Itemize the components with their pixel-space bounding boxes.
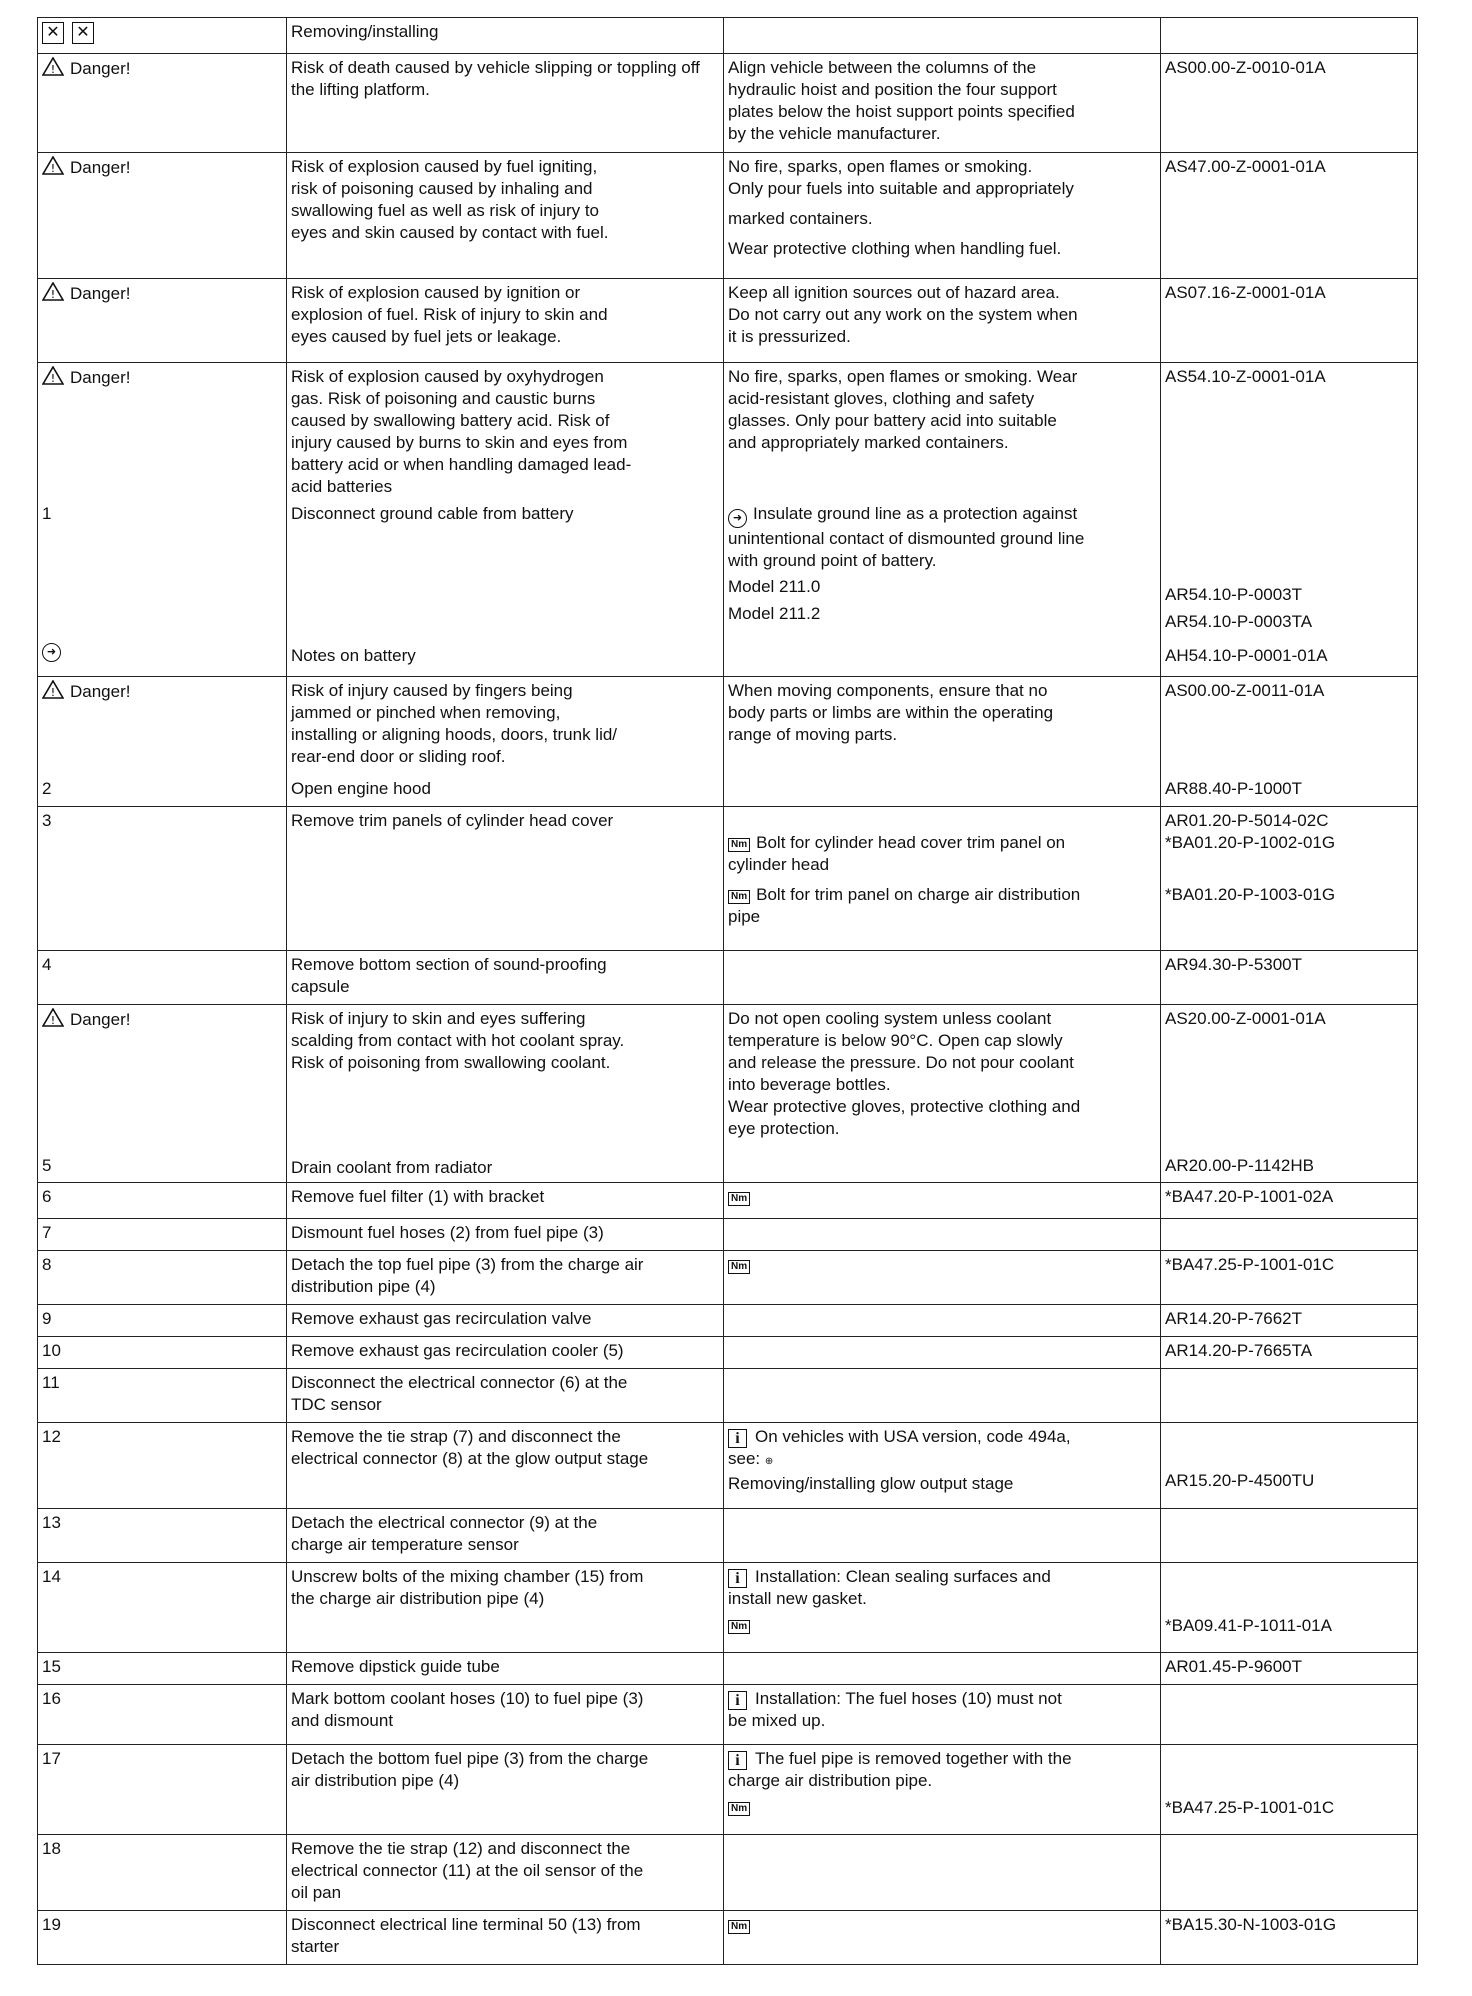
danger-cell: ! Danger! [38,279,287,363]
step-row [38,1219,1418,1251]
reference-code: *BA09.41-P-1011-01A [1161,1563,1418,1653]
step-text: Unscrew bolts of the mixing chamber (15) from the charge air distribution pipe (4) [287,1563,724,1653]
step-row [38,1745,1418,1835]
step-number: 13 [38,1509,287,1563]
risk-text: Risk of explosion caused by ignition or explosion of fuel. Risk of injury to skin and eyes caused by fuel jets or leakage. [287,279,724,363]
step-text: Mark bottom coolant hoses (10) to fuel pipe (3) and dismount [287,1685,724,1745]
danger-row [38,363,1418,677]
notes-on-battery-link[interactable]: Notes on battery [291,646,416,665]
header-row [38,18,1418,54]
step-row [38,1509,1418,1563]
info-icon: i [728,1429,747,1448]
step-number: 12 [38,1423,287,1509]
reference-code: AS00.00-Z-0011-01A AR88.40-P-1000T [1161,677,1418,807]
svg-text:!: ! [50,372,56,385]
step-text: Disconnect ground cable from battery [291,504,574,523]
reference-link[interactable]: AR20.00-P-1142HB [1165,1156,1314,1175]
step-number: 4 [38,951,287,1005]
step-text: Detach the electrical connector (9) at the charge air temperature sensor [287,1509,724,1563]
danger-row [38,54,1418,153]
link-icon[interactable]: ⊕ [764,1456,774,1467]
reference-link[interactable]: AR54.10-P-0003T [1165,585,1303,604]
measures-text: i On vehicles with USA version, code 494a, see: ⊕ Removing/installing glow output stage [724,1423,1161,1509]
collapse-icon: ✕ [72,22,94,44]
step-row [38,951,1418,1005]
warning-triangle-icon [42,57,64,76]
torque-nm-icon: Nm [728,838,750,852]
step-row [38,1305,1418,1337]
warning-triangle-icon [42,366,64,385]
danger-row [38,677,1418,807]
step-row [38,1835,1418,1911]
reference-code: AS00.00-Z-0010-01A [1161,54,1418,153]
step-number: 8 [38,1251,287,1305]
info-icon: i [728,1691,747,1710]
step-text: Detach the top fuel pipe (3) from the charge air distribution pipe (4) [287,1251,724,1305]
warning-triangle-icon [42,680,64,699]
step-text: Remove bottom section of sound-proofing capsule [287,951,724,1005]
warning-triangle-icon [42,282,64,301]
reference-code: AR14.20-P-7665TA [1161,1337,1418,1369]
reference-code: AR15.20-P-4500TU [1161,1423,1418,1509]
step-number: 19 [38,1911,287,1965]
step-text: Disconnect the electrical connector (6) at the TDC sensor [287,1369,724,1423]
svg-text:!: ! [50,63,56,76]
step-row [38,807,1418,951]
step-row [38,1685,1418,1745]
step-number: 7 [38,1219,287,1251]
step-number: 11 [38,1369,287,1423]
step-number: 10 [38,1337,287,1369]
torque-nm-icon: Nm [728,1192,750,1206]
expand-icon: ✕ [42,22,64,44]
step-row [38,1337,1418,1369]
step-number: 14 [38,1563,287,1653]
step-number: 16 [38,1685,287,1745]
step-number: 17 [38,1745,287,1835]
measures-text: i The fuel pipe is removed together with the charge air distribution pipe. Nm [724,1745,1161,1835]
reference-link[interactable]: AH54.10-P-0001-01A [1165,646,1328,665]
step-text: Detach the bottom fuel pipe (3) from the charge air distribution pipe (4) [287,1745,724,1835]
torque-nm-icon: Nm [728,1620,750,1634]
reference-code: *BA47.25-P-1001-01C [1161,1251,1418,1305]
glow-output-stage-link[interactable]: Removing/installing glow output stage [728,1474,1014,1493]
risk-text: Risk of death caused by vehicle slipping or toppling off the lifting platform. [287,54,724,153]
reference-code: AS47.00-Z-0001-01A [1161,153,1418,279]
torque-nm-icon: Nm [728,1260,750,1274]
svg-text:!: ! [50,686,56,699]
step-number: 5 [42,1156,52,1175]
reference-code: AR94.30-P-5300T [1161,951,1418,1005]
step-number: 1 [42,504,52,523]
reference-code: AR01.20-P-5014-02C *BA01.20-P-1002-01G *BA01.20-P-1003-01G [1161,807,1418,951]
measures-text: Do not open cooling system unless coolant temperature is below 90°C. Open cap slowly and release the pressure. Do not pour coolant into beverage bottles. Wear protective gloves, protective clothing and eye protection. [724,1005,1161,1183]
svg-text:!: ! [50,288,56,301]
risk-text: Risk of explosion caused by oxyhydrogen gas. Risk of poisoning and caustic burns caused by swallowing battery acid. Risk of injury caused by burns to skin and eyes from battery acid or when handling damaged lead- acid batteries Disconnect ground cable from battery Notes on battery [287,363,724,677]
header-title: Removing/installing [287,18,724,54]
step-row [38,1911,1418,1965]
step-text: Remove the tie strap (12) and disconnect the electrical connector (11) at the oil sensor of the oil pan [287,1835,724,1911]
step-number: 15 [38,1653,287,1685]
reference-code: AR01.45-P-9600T [1161,1653,1418,1685]
torque-nm-icon: Nm [728,1920,750,1934]
svg-text:!: ! [50,1014,56,1027]
reference-code: AS54.10-Z-0001-01A AR54.10-P-0003T AR54.10-P-0003TA AH54.10-P-0001-01A [1161,363,1418,677]
step-text: Open engine hood [291,779,431,798]
danger-cell: ! Danger! 1 ➜ [38,363,287,677]
risk-text: Risk of explosion caused by fuel igniting, risk of poisoning caused by inhaling and swallowing fuel as well as risk of injury to eyes and skin caused by contact with fuel. [287,153,724,279]
reference-code: AS20.00-Z-0001-01A AR20.00-P-1142HB [1161,1005,1418,1183]
info-icon: i [728,1569,747,1588]
reference-code: AS07.16-Z-0001-01A [1161,279,1418,363]
step-row [38,1653,1418,1685]
danger-cell: ! Danger! 5 [38,1005,287,1183]
warning-triangle-icon [42,1008,64,1027]
measures-text: Keep all ignition sources out of hazard area. Do not carry out any work on the system when it is pressurized. [724,279,1161,363]
reference-code: *BA15.30-N-1003-01G [1161,1911,1418,1965]
risk-text: Risk of injury caused by fingers being jammed or pinched when removing, installing or aligning hoods, doors, trunk lid/ rear-end door or sliding roof. Open engine hood [287,677,724,807]
notes-arrow-icon: ➜ [42,643,61,662]
danger-cell: ! Danger! 2 [38,677,287,807]
measures-text: i Installation: Clean sealing surfaces and install new gasket. Nm [724,1563,1161,1653]
danger-row [38,1005,1418,1183]
step-text: Remove the tie strap (7) and disconnect the electrical connector (8) at the glow output stage [287,1423,724,1509]
danger-row [38,279,1418,363]
step-text: Disconnect electrical line terminal 50 (13) from starter [287,1911,724,1965]
warning-triangle-icon [42,156,64,175]
step-number: 9 [38,1305,287,1337]
step-text: Remove exhaust gas recirculation cooler (5) [287,1337,724,1369]
measures-text: Nm Bolt for cylinder head cover trim panel on cylinder head Nm Bolt for trim panel on charge air distribution pipe [724,807,1161,951]
step-number: 6 [38,1183,287,1219]
step-number: 18 [38,1835,287,1911]
torque-nm-icon: Nm [728,1802,750,1816]
svg-text:!: ! [50,162,56,175]
info-icon: i [728,1751,747,1770]
step-row [38,1369,1418,1423]
header-icons [38,18,287,54]
measures-text: No fire, sparks, open flames or smoking. Wear acid-resistant gloves, clothing and safety glasses. Only pour battery acid into suitable and appropriately marked containers. ➜ Insulate ground line as a protection against unintentional contact of dismounted ground line with ground point of battery. Model 211.0 Model 211.2 [724,363,1161,677]
danger-cell: ! Danger! [38,153,287,279]
measures-text: i Installation: The fuel hoses (10) must not be mixed up. [724,1685,1161,1745]
step-text: Remove trim panels of cylinder head cover [287,807,724,951]
step-number: 2 [42,779,52,798]
step-text: Dismount fuel hoses (2) from fuel pipe (3) [287,1219,724,1251]
danger-cell: ! Danger! [38,54,287,153]
measures-text: When moving components, ensure that no body parts or limbs are within the operating range of moving parts. [724,677,1161,807]
reference-code: *BA47.25-P-1001-01C [1161,1745,1418,1835]
step-row [38,1563,1418,1653]
reference-code: *BA47.20-P-1001-02A [1161,1183,1418,1219]
step-text: Drain coolant from radiator [291,1158,493,1177]
note-arrow-icon: ➜ [728,509,747,528]
reference-link[interactable]: AR54.10-P-0003TA [1165,612,1313,631]
measures-text: No fire, sparks, open flames or smoking. Only pour fuels into suitable and appropriately marked containers. Wear protective clothing when handling fuel. [724,153,1161,279]
step-row [38,1183,1418,1219]
torque-nm-icon: Nm [728,890,750,904]
reference-code: AR14.20-P-7662T [1161,1305,1418,1337]
reference-link[interactable]: AR88.40-P-1000T [1165,779,1303,798]
step-text: Remove exhaust gas recirculation valve [287,1305,724,1337]
step-text: Remove dipstick guide tube [287,1653,724,1685]
step-text: Remove fuel filter (1) with bracket [287,1183,724,1219]
risk-text: Risk of injury to skin and eyes suffering scalding from contact with hot coolant spray. Risk of poisoning from swallowing coolant. Drain coolant from radiator [287,1005,724,1183]
measures-text: Align vehicle between the columns of the hydraulic hoist and position the four support plates below the hoist support points specified by the vehicle manufacturer. [724,54,1161,153]
danger-row [38,153,1418,279]
step-number: 3 [38,807,287,951]
procedure-table [37,17,1418,1965]
step-row [38,1251,1418,1305]
step-row [38,1423,1418,1509]
